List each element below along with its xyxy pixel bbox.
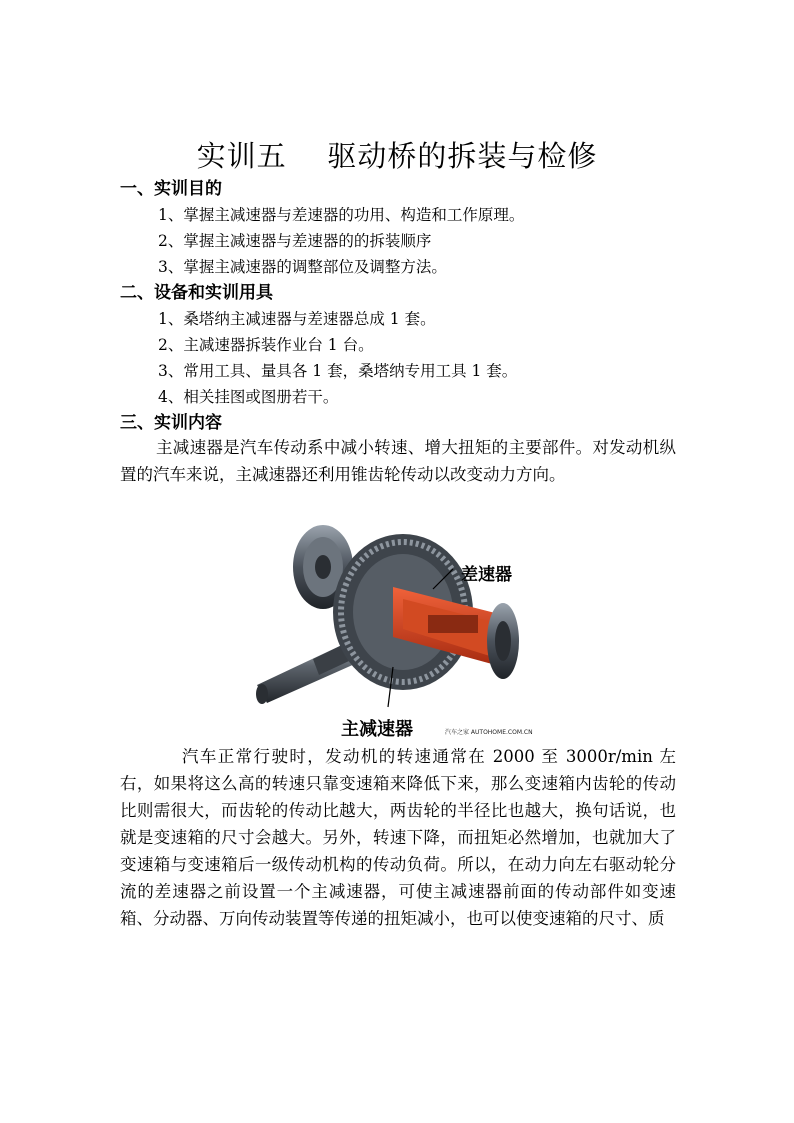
equipment-item: 4、相关挂图或图册若干。 [158, 388, 339, 406]
section-heading-equipment: 二、设备和实训用具 [120, 283, 273, 303]
section-heading-content: 三、实训内容 [120, 413, 222, 433]
page-title: 实训五 驱动桥的拆装与检修 [196, 139, 598, 173]
final-drive-figure [253, 517, 541, 741]
section-heading-objectives: 一、实训目的 [120, 179, 222, 199]
objective-item: 2、掌握主减速器与差速器的的拆装顺序 [158, 232, 432, 250]
label-final-drive: 主减速器 [341, 719, 413, 740]
image-watermark: 汽车之家 AUTOHOME.COM.CN [445, 729, 533, 736]
equipment-item: 1、桑塔纳主减速器与差速器总成 1 套。 [158, 310, 436, 328]
equipment-item: 3、常用工具、量具各 1 套，桑塔纳专用工具 1 套。 [158, 362, 518, 380]
body-paragraph: 汽车正常行驶时，发动机的转速通常在 2000 至 3000r/min 左右，如果将这么高的转速只靠变速箱来降低下来，那么变速箱内齿轮的传动比则需很大，而齿轮的传动比越大，两齿轮的半径比也越大，换句话说，也就是变速箱的尺寸会越大。另外，转速下降，而扭矩必然增加，也就加大了变速箱与变速箱后一级传动机构的传动负荷。所以，在动力向左右驱动轮分流的差速器之前设置一个主减速器，可使主减速器前面的传动部件如变速箱、分动器、万向传动装置等传递的扭矩减小，也可以使变速箱的尺寸、质 [120, 747, 676, 928]
intro-paragraph: 主减速器是汽车传动系中减小转速、增大扭矩的主要部件。对发动机纵置的汽车来说，主减速器还利用锥齿轮传动以改变动力方向。 [120, 438, 676, 484]
equipment-item: 2、主减速器拆装作业台 1 台。 [158, 336, 374, 354]
label-differential: 差速器 [461, 565, 512, 585]
objective-item: 1、掌握主减速器与差速器的功用、构造和工作原理。 [158, 206, 525, 224]
output-flange [487, 603, 519, 679]
objective-item: 3、掌握主减速器的调整部位及调整方法。 [158, 258, 447, 276]
